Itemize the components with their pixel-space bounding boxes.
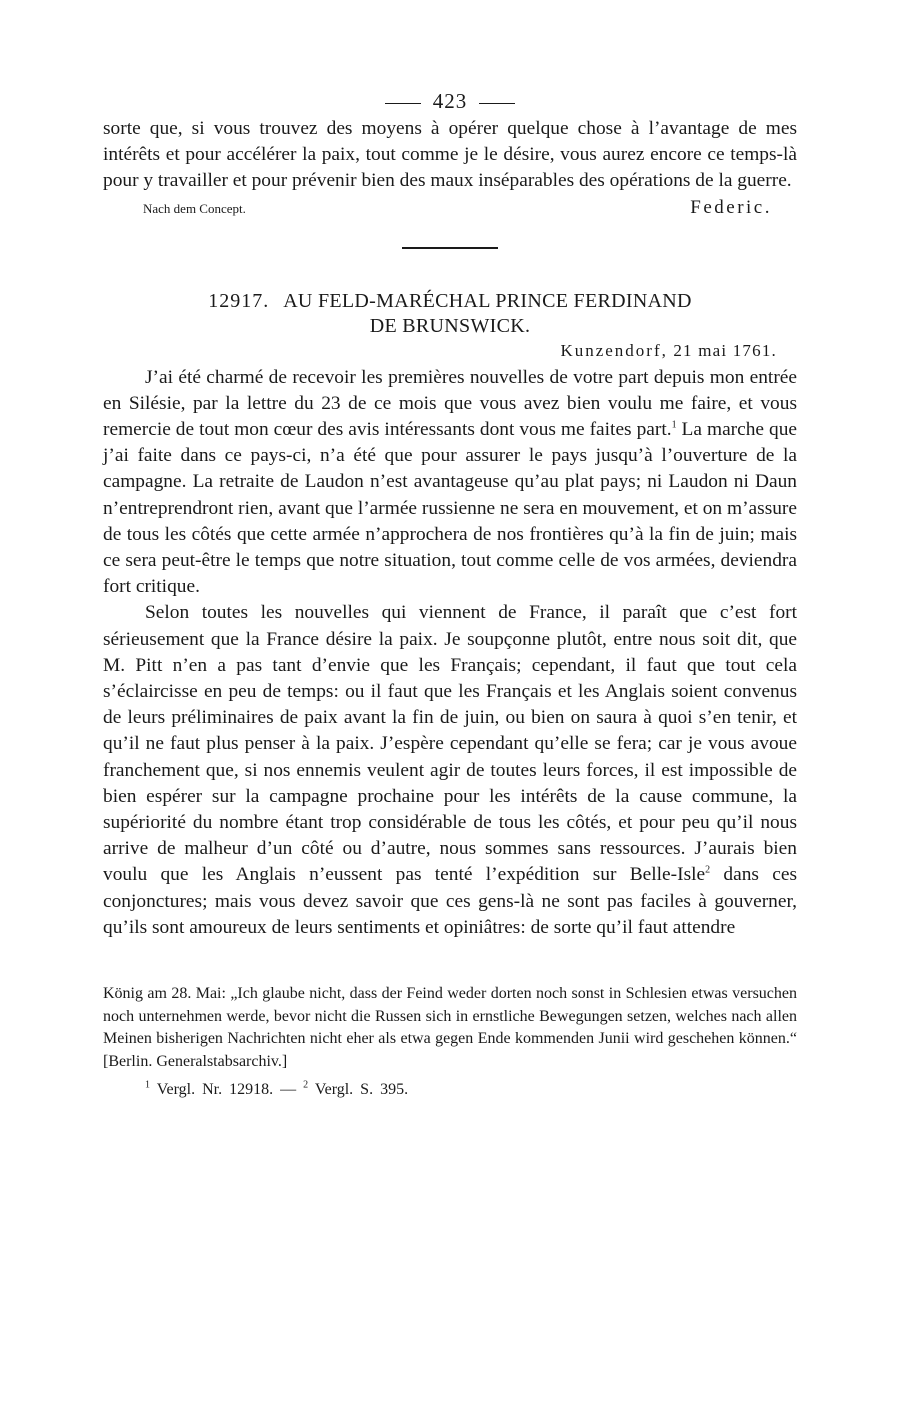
footnote-marker-1: 1	[671, 419, 677, 431]
section-divider	[402, 247, 498, 249]
previous-letter-footer	[103, 197, 797, 219]
footnote-continuation-text: König am 28. Mai: „Ich glaube nicht, dass der Feind weder dorten noch sonst in Schlesien etwas versuchen noch unternehmen werde, bevor nicht die Russen sich in ernstliche Bewegungen setzen, welches nach allen Meinen bisherigen Nachrichten nicht eher als etwa gegen Ende kommenden Junii wird geschehen können.“ [Berlin. Generalstabsarchiv.]	[103, 985, 797, 1070]
footnote-continuation	[103, 983, 797, 1073]
letter-paragraph-1	[103, 365, 797, 601]
paragraph-2-text-a: Selon toutes les nouvelles qui viennent de France, il paraît que c’est fort sérieusement que la France désire la paix. Je soupçonne plutôt, entre nous soit dit, que M. Pitt n’en a pas tant d’envie que les Français; cependant, il faut que tout cela s’éclaircisse en peu de temps: ou il faut que les Français et les Anglais soient convenus de leurs préliminaires de paix avant la fin de juin, ou bien on saura à quoi s’en tenir, et qu’il ne faut plus penser à la paix. J’espère cependant qu’elle se fera; car je vous avoue franchement que, si nos ennemis veulent agir de toutes leurs forces, il est impossible de bien espérer sur la campagne prochaine pour les intérêts de la cause commune, la supériorité du nombre étant trop considérable de tous les côtés, et pour peu qu’il nous arrive de malheur d’un côté ou d’autre, nous sommes sans ressources. J’aurais bien voulu que les Anglais n’eussent pas tenté l’expédition sur Belle-Isle	[103, 602, 797, 886]
running-header	[103, 86, 797, 116]
dateline-date: 21 mai 1761.	[673, 340, 777, 360]
paragraph-2-text-b: dans ces conjonctures; mais vous devez savoir que ces gens-là ne sont pas faciles à gouverner, qu’ils sont amoureux de leurs sentiments et opiniâtres: de sorte qu’il faut attendre	[103, 864, 798, 938]
dateline-place: Kunzendorf,	[560, 340, 668, 360]
ref-2-text: Vergl. S. 395.	[314, 1081, 409, 1099]
letter-title-line1: AU FELD-MARÉCHAL PRINCE FERDINAND	[283, 289, 692, 312]
footnote-marker-2: 2	[705, 865, 711, 876]
ref-1-mark: 1	[145, 1079, 150, 1091]
ref-2-mark: 2	[303, 1079, 309, 1091]
source-note: Nach dem Concept.	[143, 200, 246, 216]
header-dash-right	[479, 103, 515, 104]
paragraph-1-text-a: J’ai été charmé de recevoir les premières nouvelles de votre part depuis mon entrée en Silésie, par la lettre du 23 de ce mois que vous avez bien voulu me faire, et vous remercie de tout mon cœur des avis intéressants dont vous me faites part.	[103, 366, 797, 441]
header-dash-left	[385, 103, 421, 104]
paragraph-1-text-b: La marche que j’ai faite dans ce pays-ci, n’a été que pour assurer le pays jusqu’à l’ouverture de la campagne. La retraite de Laudon n’est avantageuse qu’au plat pays; ni Laudon ni Daun n’entreprendront rien, avant que l’armée russienne ne sera en mouvement, et on m’assure de tous les côtés que cette armée n’approchera de nos frontières qu’à la fin de juin; mais ce sera peut-être le temps que notre situation, tout comme celle de vos armées, deviendra fort critique.	[103, 419, 798, 598]
ref-separator: —	[280, 1081, 297, 1099]
letter-title-line2: DE BRUNSWICK.	[369, 314, 531, 337]
previous-letter-ending	[103, 116, 797, 195]
previous-letter-text: sorte que, si vous trouvez des moyens à opérer quelque chose à l’avantage de mes intérêts et pour accélérer la paix, tout comme je le désire, vous aurez encore ce temps-là pour y travailler et pour prévenir bien des maux inséparables des opérations de la guerre.	[103, 118, 797, 192]
letter-heading	[103, 289, 797, 339]
dateline	[103, 341, 777, 361]
book-page	[103, 86, 797, 1099]
ref-1-text: Vergl. Nr. 12918.	[156, 1081, 274, 1099]
signature: Federic.	[690, 196, 772, 218]
footnote-references	[145, 1081, 797, 1099]
letter-paragraph-2	[103, 600, 797, 941]
letter-body	[103, 365, 797, 941]
letter-number: 12917.	[208, 289, 270, 312]
page-number: 423	[432, 89, 468, 113]
